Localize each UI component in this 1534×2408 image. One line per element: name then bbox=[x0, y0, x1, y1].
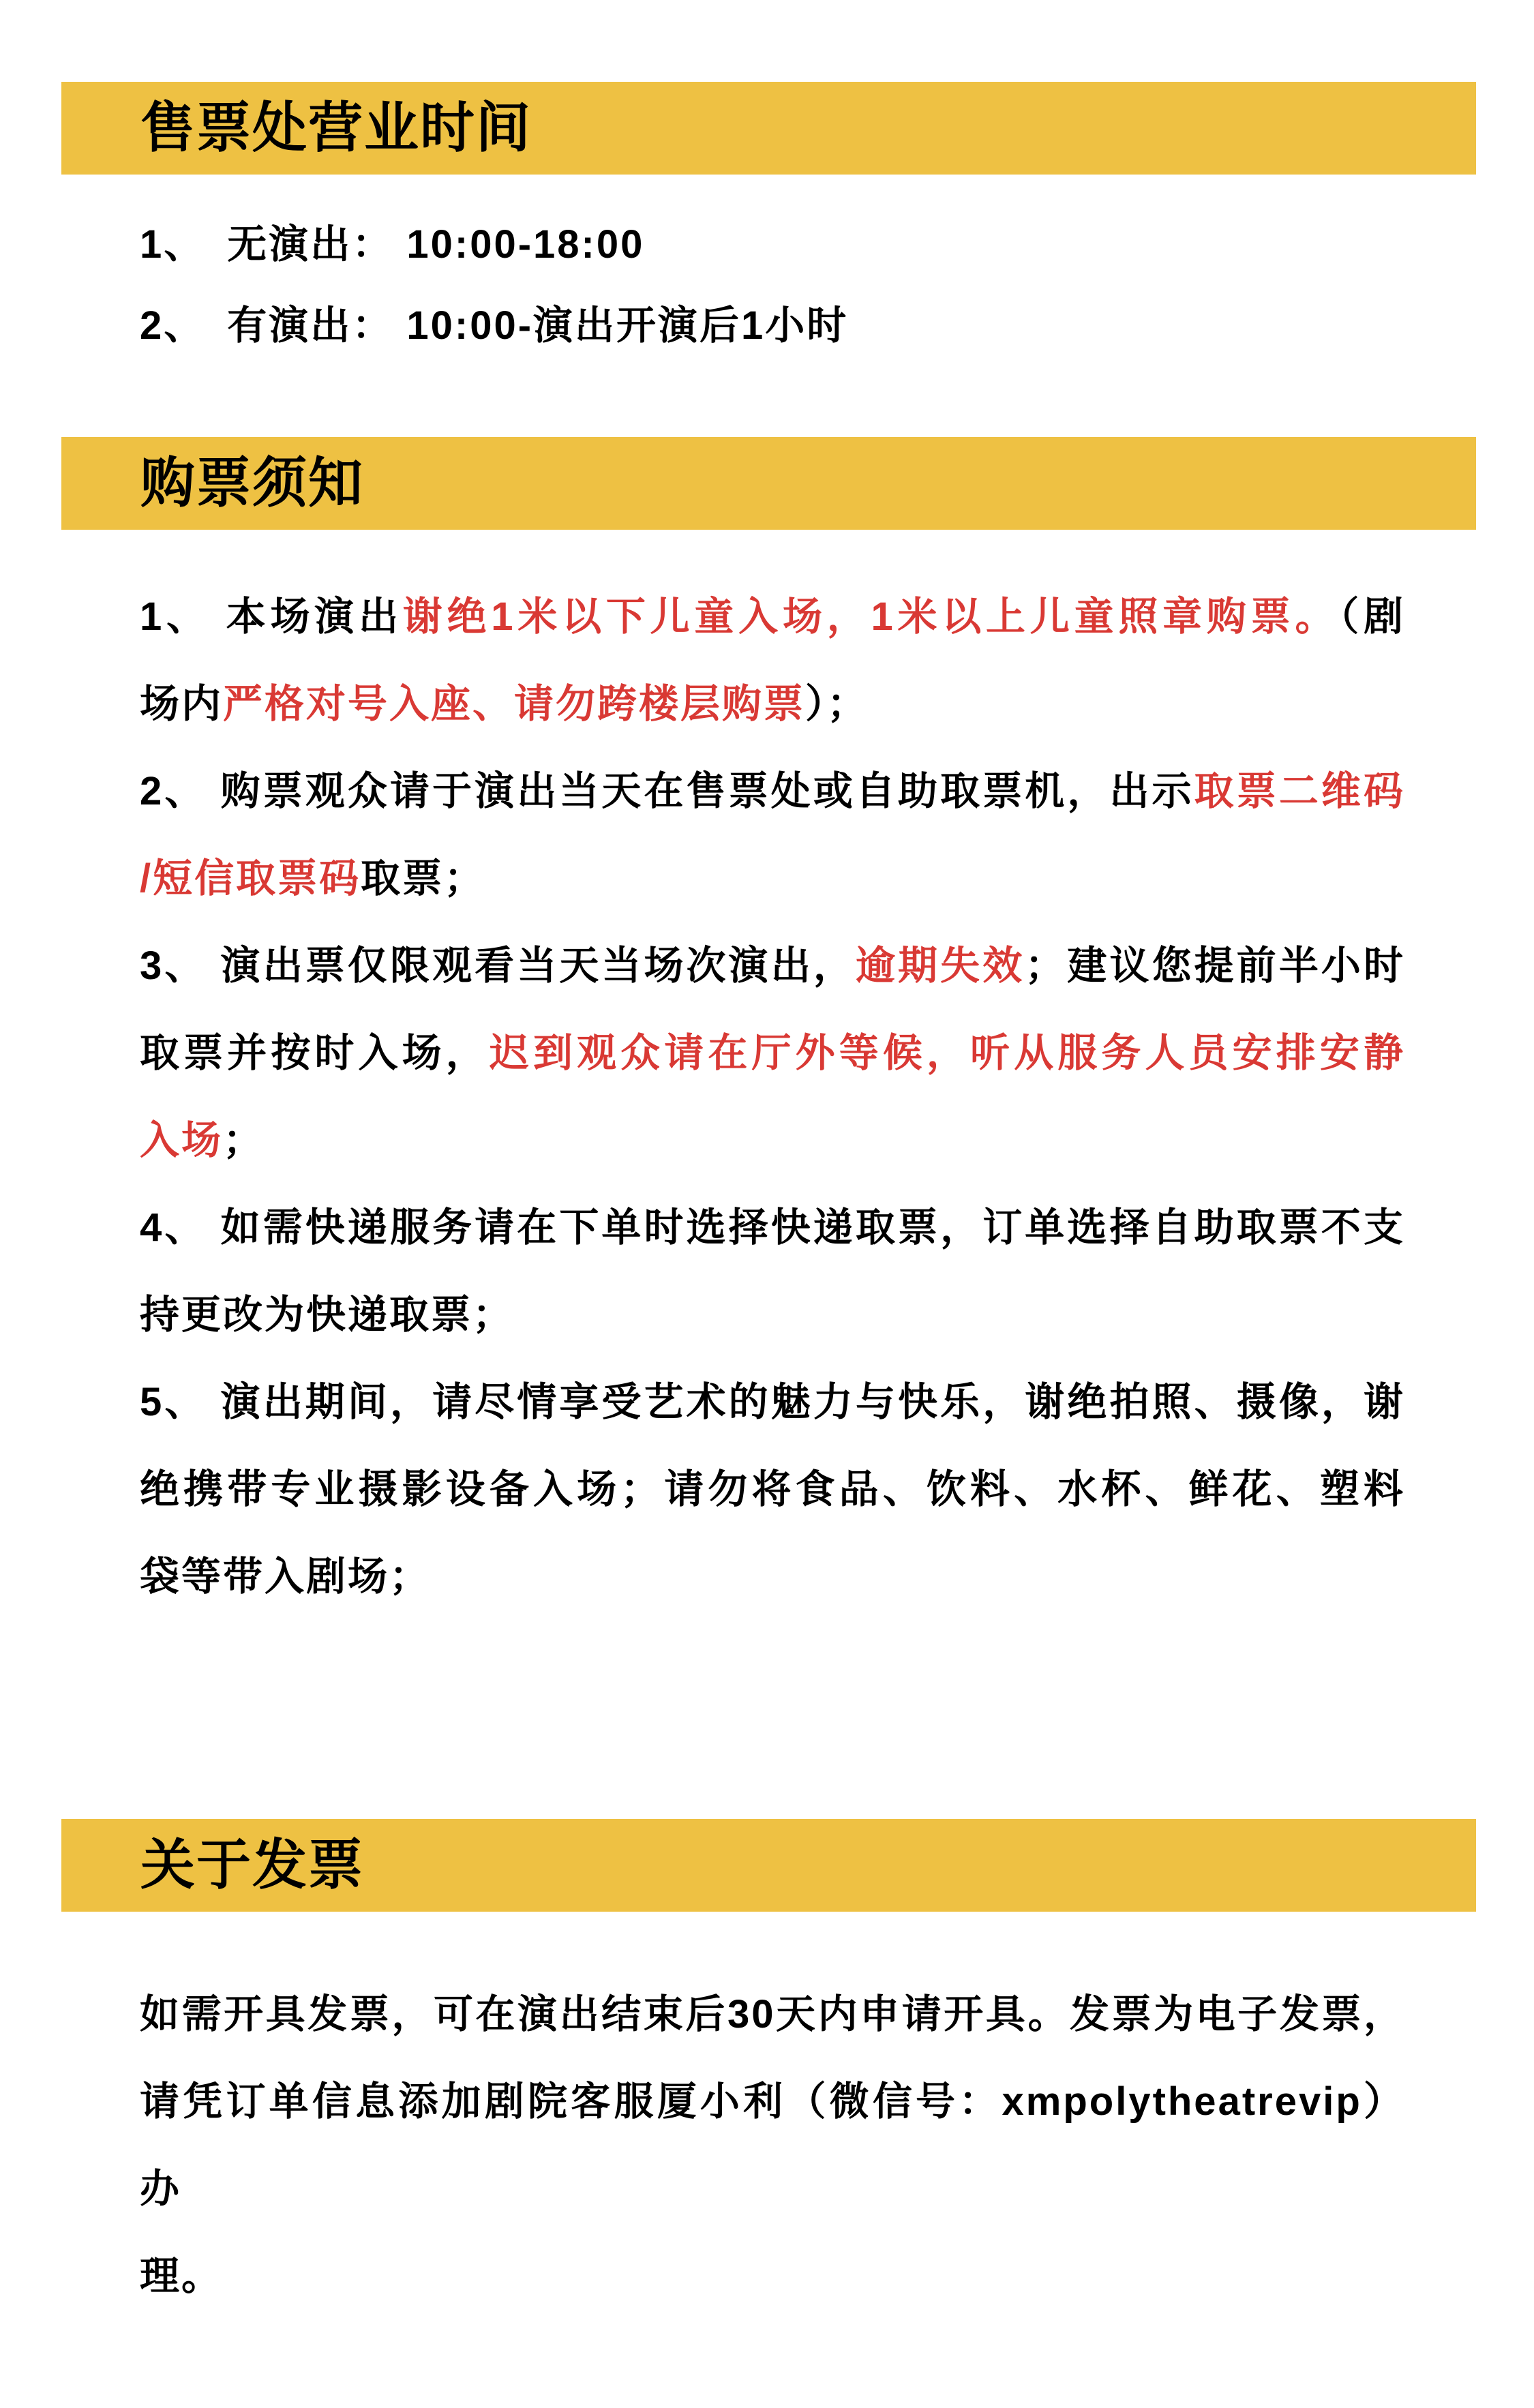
highlight-text: 取票二维码 bbox=[1194, 769, 1405, 813]
text-line bbox=[140, 1010, 1405, 1097]
text-line bbox=[140, 573, 1405, 661]
body-text: 5、 演出期间，请尽情享受艺术的魅力与快乐，谢绝拍照、摄像，谢 bbox=[140, 1380, 1405, 1424]
body-text: ；建议您提前半小时 bbox=[1025, 944, 1405, 988]
text-line bbox=[140, 1971, 1405, 2058]
body-text: 场内 bbox=[140, 682, 224, 726]
text-line bbox=[140, 835, 1405, 922]
body-text: 取票并按时入场， bbox=[140, 1031, 490, 1075]
section-title-about-invoice: 关于发票 bbox=[140, 1835, 364, 1895]
highlight-text: 迟到观众请在厅外等候，听从服务人员安排安静 bbox=[489, 1031, 1405, 1075]
body-text: 2、 有演出： 10:00-演出开演后1小时 bbox=[140, 303, 849, 348]
text-line bbox=[140, 204, 1405, 285]
text-line bbox=[140, 1533, 1405, 1621]
body-text: 4、 如需快递服务请在下单时选择快递取票，订单选择自助取票不支 bbox=[140, 1205, 1405, 1250]
notice-page bbox=[0, 82, 1534, 2408]
body-text: 理。 bbox=[140, 2254, 224, 2298]
section-body-ticket-purchase-notice bbox=[140, 573, 1405, 1621]
section-header-box-office-hours bbox=[61, 82, 1476, 175]
highlight-text: 谢绝1米以下儿童入场，1米以上儿童照章购票。 bbox=[402, 595, 1340, 639]
section-body-about-invoice bbox=[140, 1971, 1405, 2320]
text-line bbox=[140, 1271, 1405, 1359]
text-line bbox=[140, 2233, 1405, 2320]
highlight-text: /短信取票码 bbox=[140, 856, 361, 901]
body-text: ； bbox=[223, 1118, 265, 1162]
highlight-text: 入场 bbox=[140, 1118, 224, 1162]
body-text: 3、 演出票仅限观看当天当场次演出， bbox=[140, 944, 856, 988]
section-header-about-invoice bbox=[61, 1819, 1476, 1912]
body-text: 取票； bbox=[361, 856, 486, 901]
text-line bbox=[140, 1446, 1405, 1533]
text-line bbox=[140, 661, 1405, 748]
text-line bbox=[140, 748, 1405, 835]
text-line bbox=[140, 1097, 1405, 1184]
section-header-ticket-purchase-notice bbox=[61, 437, 1476, 530]
body-text: 2、 购票观众请于演出当天在售票处或自助取票机，出示 bbox=[140, 769, 1194, 813]
body-text: 1、 无演出： 10:00-18:00 bbox=[140, 222, 645, 267]
text-line bbox=[140, 922, 1405, 1010]
body-text: ）； bbox=[805, 682, 869, 726]
highlight-text: 逾期失效 bbox=[855, 944, 1025, 988]
body-text: 请凭订单信息添加剧院客服厦小利（微信号：xmpolytheatrevip）办 bbox=[140, 2079, 1405, 2211]
text-line bbox=[140, 1359, 1405, 1446]
body-text: 袋等带入剧场； bbox=[140, 1554, 432, 1599]
text-line bbox=[140, 2058, 1405, 2233]
text-line bbox=[140, 285, 1405, 366]
body-text: 1、 本场演出 bbox=[140, 595, 403, 639]
body-text: 如需开具发票，可在演出结束后30天内申请开具。发票为电子发票， bbox=[140, 1992, 1405, 2036]
section-title-ticket-purchase-notice: 购票须知 bbox=[140, 453, 364, 513]
highlight-text: 严格对号入座、请勿跨楼层购票 bbox=[223, 682, 806, 726]
body-text: 绝携带专业摄影设备入场；请勿将食品、饮料、水杯、鲜花、塑料 bbox=[140, 1467, 1405, 1511]
body-text: 持更改为快递取票； bbox=[140, 1293, 515, 1337]
section-title-box-office-hours: 售票处营业时间 bbox=[140, 97, 532, 158]
body-text: （剧 bbox=[1339, 595, 1405, 639]
section-body-box-office-hours bbox=[140, 204, 1405, 366]
text-line bbox=[140, 1184, 1405, 1271]
